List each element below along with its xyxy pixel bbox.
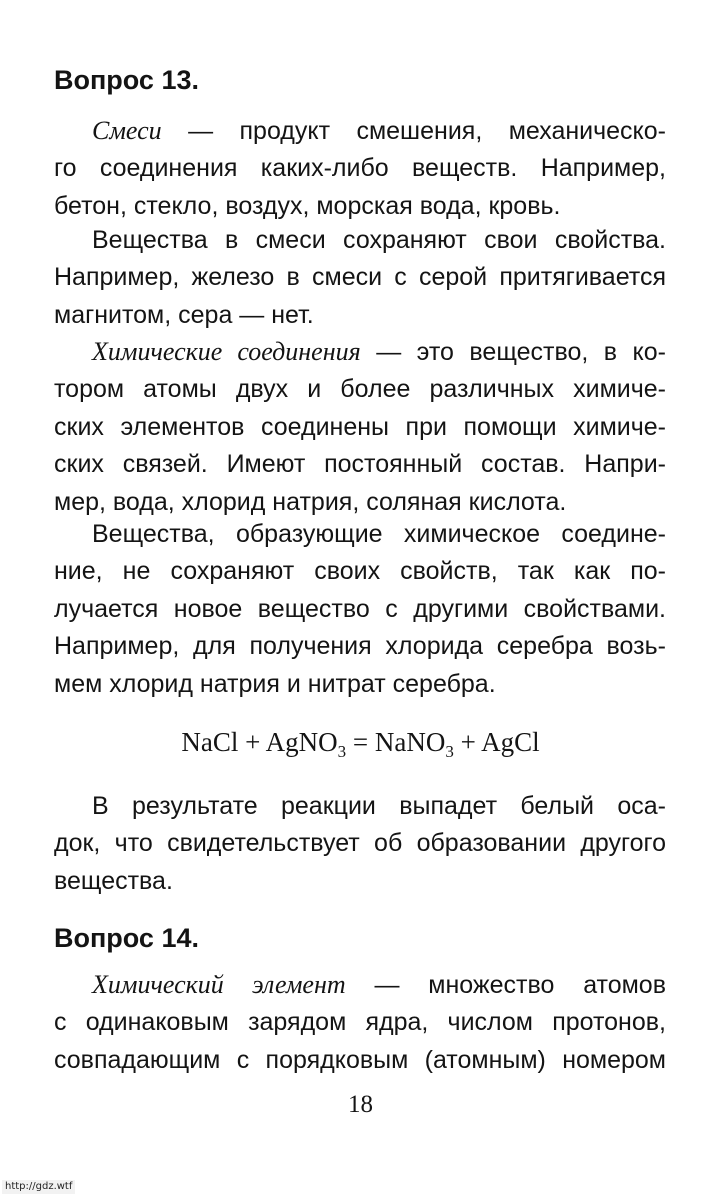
text-line: с одинаковым зарядом ядра, числом протонов, (54, 1008, 666, 1037)
text-line: ние, не сохраняют своих свойств, так как по- (54, 557, 666, 586)
text-line: ских элементов соединены при помощи химиче- (54, 412, 666, 441)
text-line: лучается новое вещество с другими свойствами. (54, 594, 666, 623)
text-line: бетон, стекло, воздух, морская вода, кровь. (54, 191, 561, 220)
page-number: 18 (348, 1091, 373, 1118)
text-line: Химические соединения — это вещество, в ко- (92, 337, 666, 366)
text-line: Химический элемент — множество атомов (92, 970, 666, 999)
text-line: вещества. (54, 866, 173, 895)
paragraph-reaction-result (54, 788, 666, 900)
chemical-equation: NaCl + AgNO$_3$ = NaNO$_3$ + AgCl (181, 727, 540, 761)
text-line: мем хлорид натрия и нитрат серебра. (54, 669, 496, 698)
text-line: Вещества, образующие химическое соедине- (92, 520, 666, 548)
term-chemical-compounds: Химические соединения (92, 337, 361, 366)
question-14-heading: Вопрос 14. (54, 923, 199, 953)
text-line: В результате реакции выпадет белый оса- (92, 792, 666, 820)
text-line: магнитом, сера — нет. (54, 300, 314, 329)
term-mixtures: Смеси (92, 116, 162, 145)
text-line: док, что свидетельствует об образовании другого (54, 829, 666, 858)
text-line: Смеси — продукт смешения, механическо- (92, 116, 666, 145)
paragraph-compounds-definition (54, 333, 666, 521)
text-line: совпадающим с порядковым (атомным) номером (54, 1045, 666, 1074)
term-chemical-element: Химический элемент (92, 970, 346, 999)
paragraph-mixtures-definition (54, 112, 666, 225)
paragraph-element-definition (54, 966, 666, 1079)
paragraph-compounds-properties (54, 516, 666, 703)
text-line: Например, для получения хлорида серебра возь- (54, 632, 666, 661)
text-line: тором атомы двух и более различных химиче- (54, 375, 666, 404)
text-line: Например, железо в смеси с серой притягивается (54, 263, 666, 292)
text-line: мер, вода, хлорид натрия, соляная кислота. (54, 487, 567, 516)
watermark-link[interactable]: http://gdz.wtf (2, 1180, 75, 1194)
question-13-heading: Вопрос 13. (54, 65, 199, 95)
text-line: Вещества в смеси сохраняют свои свойства. (92, 226, 666, 254)
text-line: го соединения каких-либо веществ. Например, (54, 154, 666, 183)
text-line: ских связей. Имеют постоянный состав. Напри- (54, 450, 666, 479)
paragraph-mixtures-properties (54, 222, 666, 334)
